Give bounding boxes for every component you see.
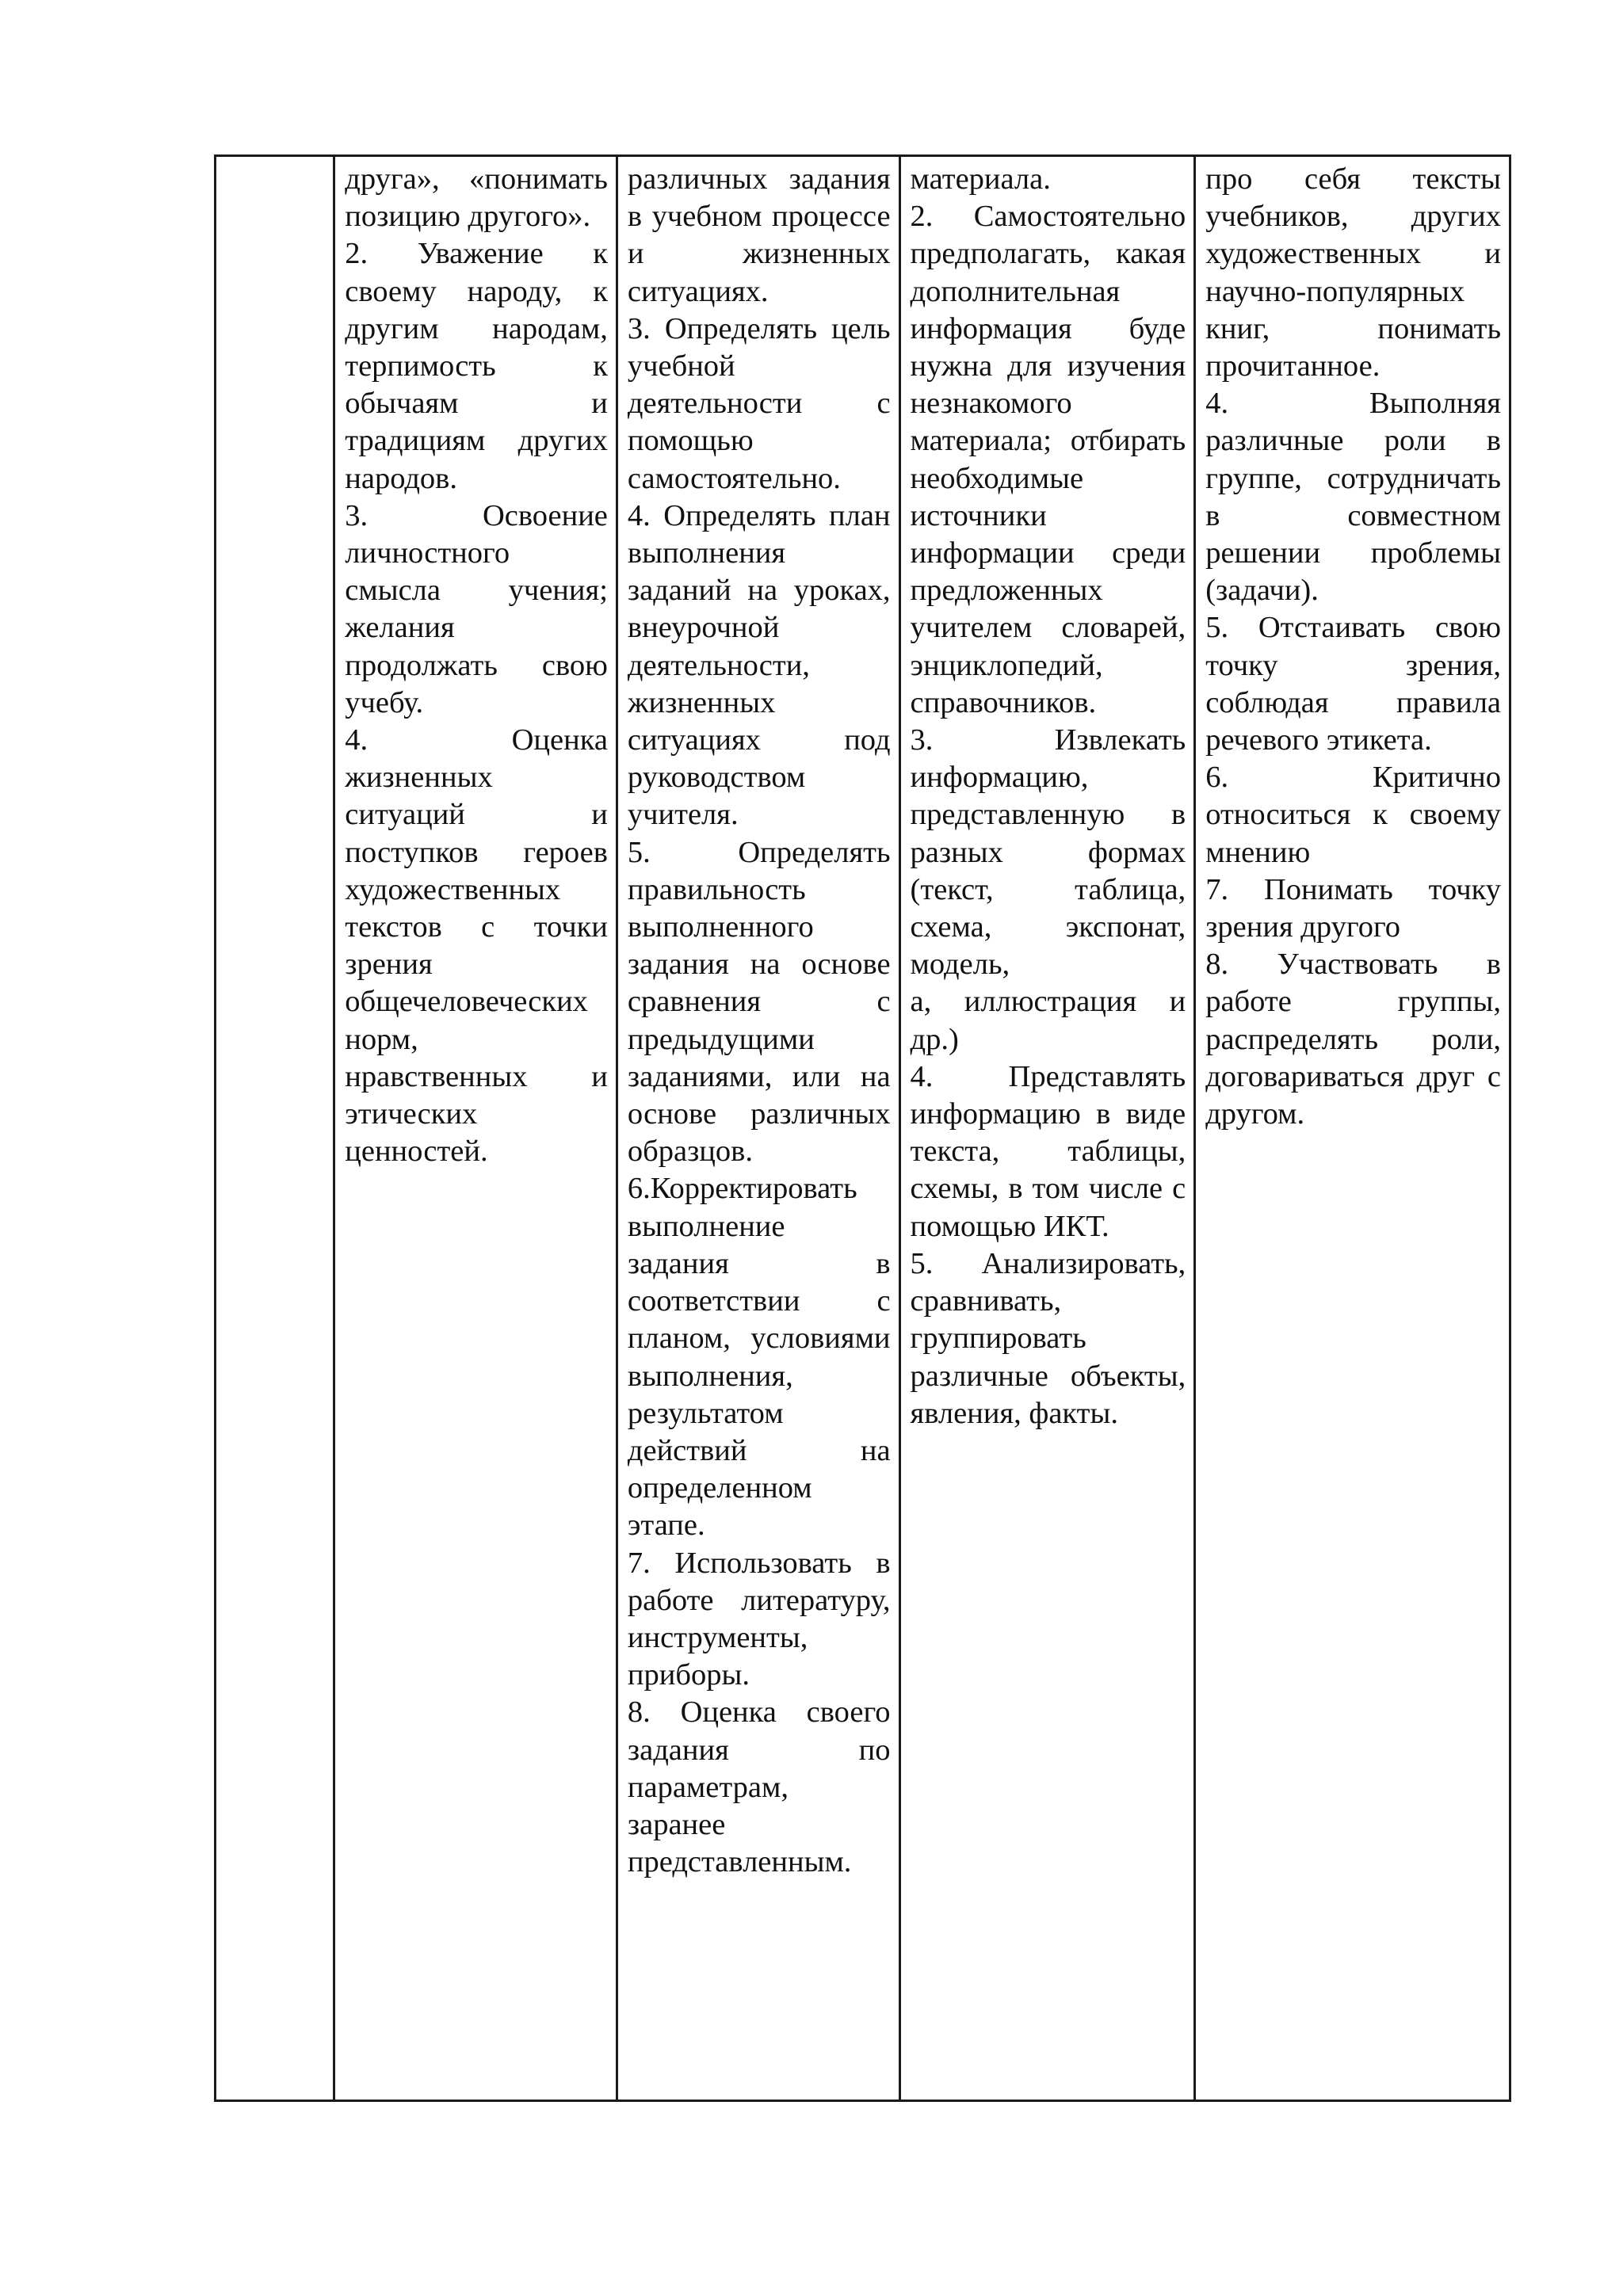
paragraph: 4. Выполняя различные роли в группе, сотрудничать в совместном решении проблемы (задачи).	[1205, 387, 1501, 608]
cell-text	[911, 161, 1186, 1432]
paragraph: про себя тексты учебников, других художественных и научно-популярных книг, понимать прочитанное.	[1205, 162, 1501, 383]
table-cell-personal	[334, 156, 617, 2101]
paragraph: а, иллюстрация и др.)	[910, 985, 1186, 1056]
paragraph: различных задания в учебном процессе и жизненных ситуациях.	[627, 162, 891, 308]
paragraph: 2. Уважение к своему народу, к другим народам, терпимость к обычаям и традициям других народов.	[345, 237, 608, 495]
table-cell-regulatory	[617, 156, 899, 2101]
paragraph: 3. Освоение личностного смысла учения; желания продолжать свою учебу.	[345, 498, 608, 719]
results-table	[214, 154, 1511, 2102]
paragraph: 8. Оценка своего задания по параметрам, заранее представленным.	[627, 1695, 891, 1879]
paragraph: 4. Представлять информацию в виде текста, таблицы, схемы, в том числе с помощью ИКТ.	[910, 1059, 1186, 1243]
table-cell-communicative	[1195, 156, 1510, 2101]
cell-text	[345, 161, 608, 1170]
paragraph: 5. Отстаивать свою точку зрения, соблюдая правила речевого этикета.	[1205, 611, 1501, 757]
paragraph: 2. Самостоятельно предполагать, какая дополнительная информация буде нужна для изучения незнакомого материала; отбирать необходимые источники информации среди предложенных учителем словарей, энциклопедий, справочников.	[910, 200, 1186, 719]
cell-text	[1205, 161, 1501, 1133]
paragraph: 8. Участвовать в работе группы, распределять роли, договариваться друг с другом.	[1205, 948, 1501, 1131]
paragraph: 7. Понимать точку зрения другого	[1205, 872, 1501, 944]
paragraph: 6. Критично относиться к своему мнению	[1205, 761, 1501, 869]
cell-text	[628, 161, 891, 1881]
paragraph: материала.	[910, 162, 1051, 196]
paragraph: друга», «понимать позицию другого».	[345, 162, 608, 234]
paragraph: 5. Анализировать, сравнивать, группировать различные объекты, явления, факты.	[910, 1246, 1186, 1430]
paragraph: 3. Определять цель учебной деятельности с помощью самостоятельно.	[627, 311, 891, 495]
table-row	[216, 156, 1510, 2101]
table-cell-empty	[216, 156, 334, 2101]
paragraph: 6.Корректировать выполнение задания в соответствии с планом, условиями выполнения, результатом действий на определенном этапе.	[627, 1172, 891, 1543]
paragraph: 3. Извлекать информацию, представленную в разных формах (текст, таблица, схема, экспонат, модель,	[910, 723, 1186, 982]
paragraph: 4. Оценка жизненных ситуаций и поступков героев художественных текстов с точки зрения общечеловеческих норм, нравственных и этических ценностей.	[345, 723, 608, 1169]
paragraph: 4. Определять план выполнения заданий на уроках, внеурочной деятельности, жизненных ситуациях под руководством учителя.	[627, 498, 891, 832]
paragraph: 7. Использовать в работе литературу, инструменты, приборы.	[627, 1546, 891, 1692]
paragraph: 5. Определять правильность выполненного задания на основе сравнения с предыдущими заданиями, или на основе различных образцов.	[627, 835, 891, 1169]
table-cell-cognitive	[899, 156, 1195, 2101]
